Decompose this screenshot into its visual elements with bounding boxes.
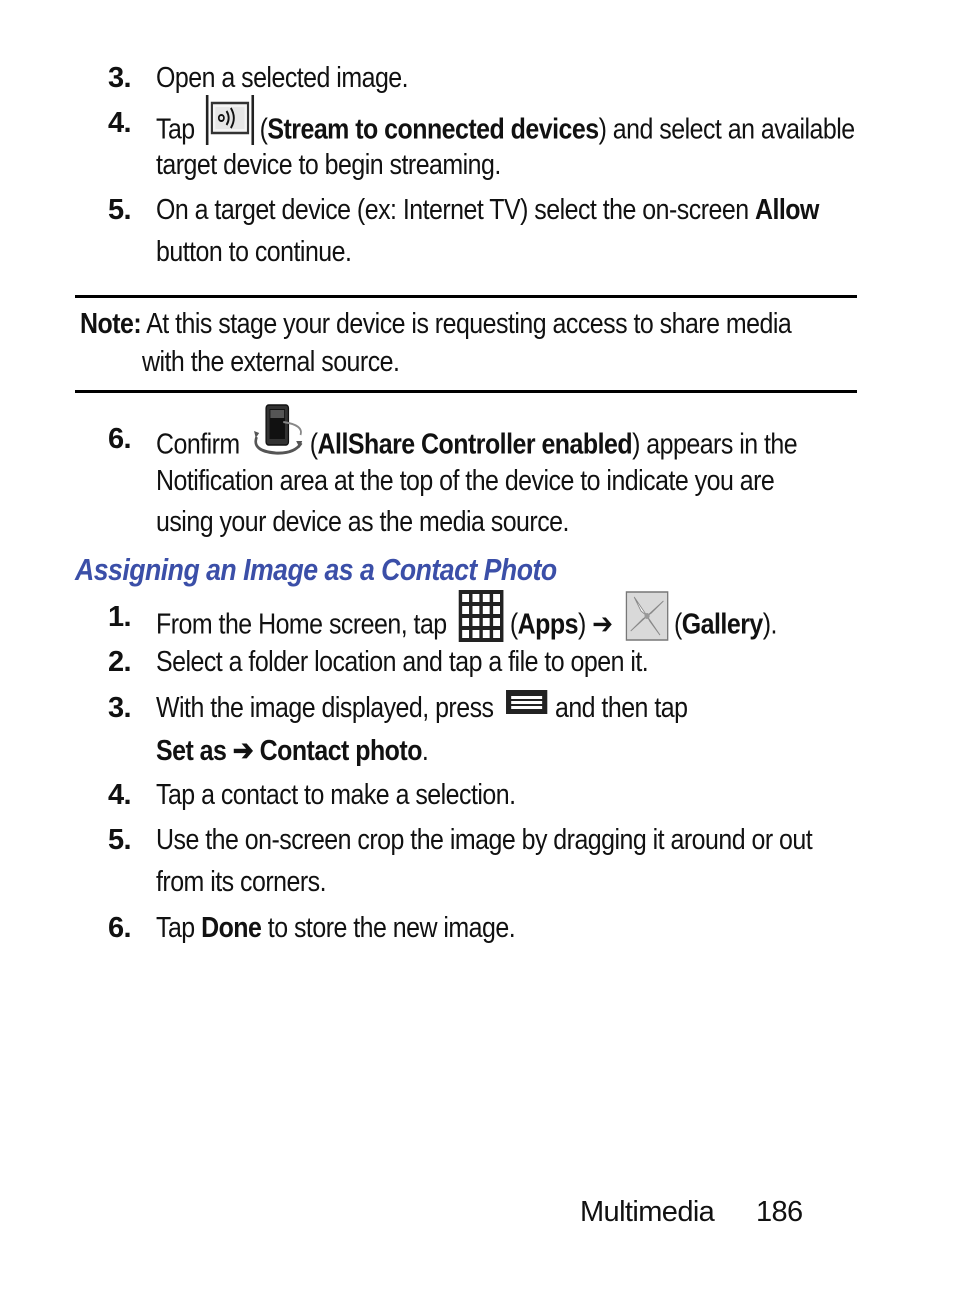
- step-text-part: ) and select an available: [598, 113, 855, 146]
- note-line: At this stage your device is requesting access to share media: [141, 308, 792, 340]
- footer-section-name: Multimedia: [580, 1196, 715, 1228]
- step-text-part: On a target device (ex: Internet TV) select the on-screen: [156, 194, 755, 226]
- step-number: 5.: [108, 194, 131, 226]
- step-text: target device to begin streaming.: [156, 149, 501, 181]
- done-label: Done: [201, 912, 262, 944]
- step-text-part: .: [421, 735, 429, 767]
- step-number: 4.: [108, 779, 131, 811]
- step-text: [156, 194, 819, 227]
- allshare-controller-enabled-label: AllShare Controller enabled: [317, 428, 633, 461]
- apps-label: Apps: [517, 608, 578, 641]
- section-heading: Assigning an Image as a Contact Photo: [75, 552, 557, 587]
- step-number: 1.: [108, 601, 131, 633]
- step-text: from its corners.: [156, 866, 326, 898]
- note-label: Note:: [80, 308, 142, 340]
- step-text-part: With the image displayed, press: [156, 692, 494, 724]
- set-as-label: Set as: [156, 735, 227, 767]
- step-text-part: Tap: [156, 113, 195, 146]
- apps-grid-icon: [458, 589, 504, 651]
- step-text-part: From the Home screen, tap: [156, 608, 447, 641]
- step-number: 6.: [108, 423, 131, 455]
- note-text: [80, 308, 791, 341]
- step-text: [156, 733, 428, 768]
- step-text-part: Confirm: [156, 428, 240, 461]
- step-number: 2.: [108, 646, 131, 678]
- page-number: 186: [756, 1196, 803, 1228]
- step-text: Open a selected image.: [156, 62, 409, 94]
- allow-label: Allow: [754, 194, 819, 226]
- arrow-glyph: ➔: [232, 735, 254, 767]
- step-text: From the Home screen, tap (Apps) ➔ (Gallery).: [156, 601, 777, 651]
- gallery-icon: [626, 591, 669, 649]
- step-number: 4.: [108, 107, 131, 139]
- step-text: Select a folder location and tap a file to open it.: [156, 646, 649, 678]
- step-text-part: and then tap: [554, 692, 688, 724]
- note-top-rule: [75, 295, 857, 298]
- step-text-part: to store the new image.: [261, 912, 516, 944]
- step-number: 6.: [108, 912, 131, 944]
- step-text: using your device as the media source.: [156, 506, 569, 538]
- step-text: Tap a contact to make a selection.: [156, 779, 516, 811]
- contact-photo-label: Contact photo: [259, 735, 422, 767]
- step-text-part: Tap: [156, 912, 202, 944]
- step-text: button to continue.: [156, 236, 352, 268]
- step-text: Confirm (AllShare Controller enabled) appears in the: [156, 423, 797, 469]
- step-text: [156, 692, 687, 725]
- note-text: with the external source.: [142, 346, 400, 378]
- stream-icon: [205, 93, 257, 155]
- menu-key-icon: [505, 689, 548, 723]
- note-bottom-rule: [75, 390, 857, 393]
- step-number: 5.: [108, 824, 131, 856]
- allshare-controller-icon: [251, 401, 304, 469]
- step-text: Notification area at the top of the device to indicate you are: [156, 465, 775, 497]
- step-text: Tap (Stream to connected devices) and select an available: [156, 107, 855, 155]
- step-number: 3.: [108, 62, 131, 94]
- step-text-part: ) appears in the: [632, 428, 798, 461]
- stream-to-connected-devices-label: Stream to connected devices: [267, 113, 599, 146]
- step-number: 3.: [108, 692, 131, 724]
- arrow-glyph: ➔: [592, 608, 613, 641]
- gallery-label: Gallery: [681, 608, 763, 641]
- step-text: [156, 912, 515, 945]
- step-text: Use the on-screen crop the image by dragging it around or out: [156, 824, 813, 856]
